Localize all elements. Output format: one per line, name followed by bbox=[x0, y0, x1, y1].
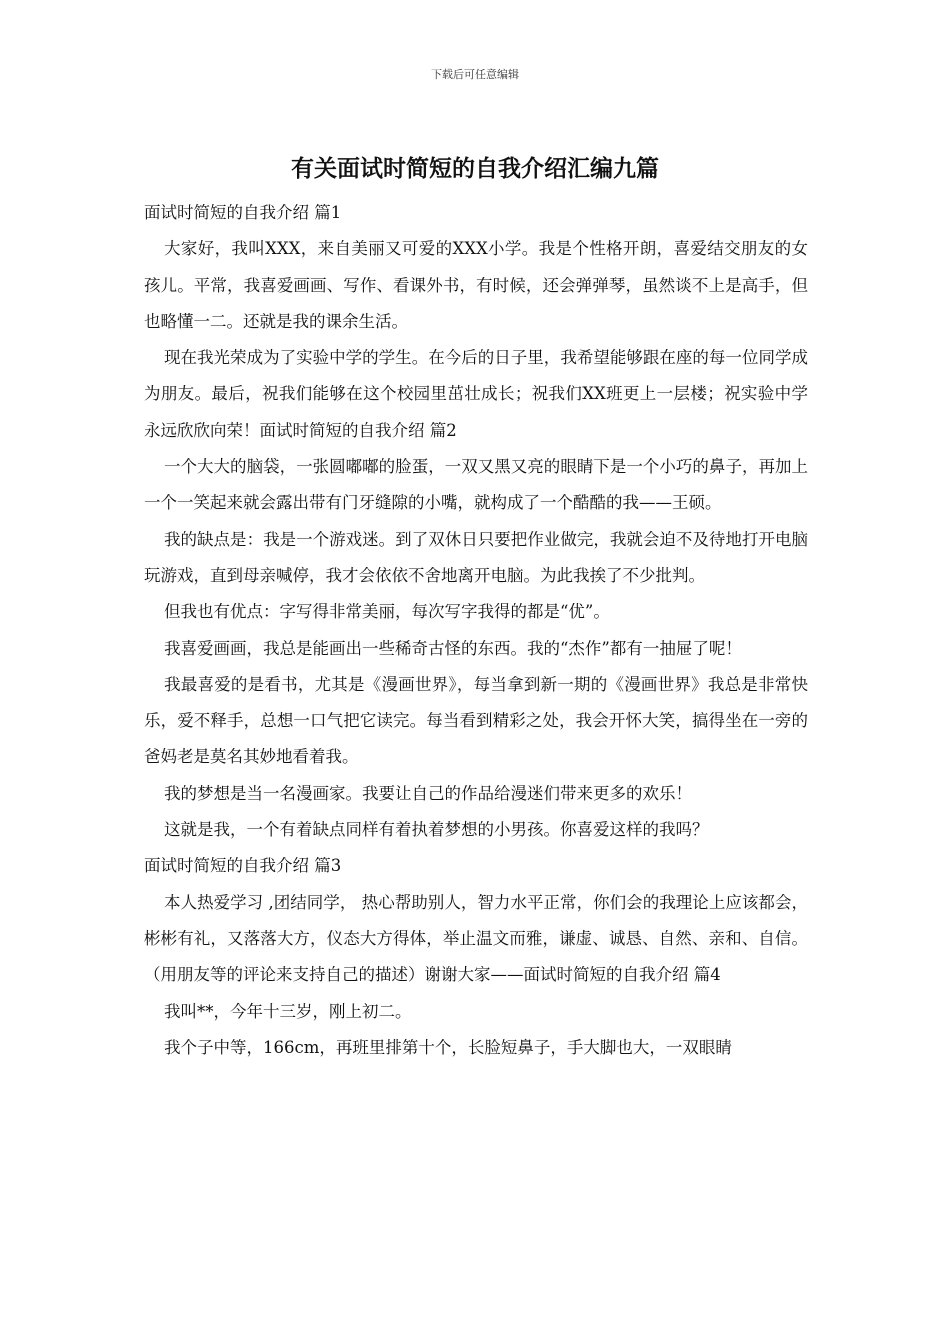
header-note: 下载后可任意编辑 bbox=[431, 68, 519, 81]
paragraph: 现在我光荣成为了实验中学的学生。在今后的日子里，我希望能够跟在座的每一位同学成为朋友。最后，祝我们能够在这个校园里茁壮成长；祝我们XX班更上一层楼；祝实验中学永远欣欣向荣！面试时简短的自我介绍 篇2 bbox=[144, 348, 808, 440]
paragraph: 我最喜爱的是看书，尤其是《漫画世界》，每当拿到新一期的《漫画世界》我总是非常快乐，爱不释手，总想一口气把它读完。每当看到精彩之处，我会开怀大笑，搞得坐在一旁的爸妈老是莫名其妙地看着我。 bbox=[144, 674, 808, 767]
paragraph: 我个子中等，166cm，再班里排第十个，长脸短鼻子，手大脚也大，一双眼睛 bbox=[164, 1037, 732, 1057]
section-heading-3: 面试时简短的自我介绍 篇3 bbox=[144, 856, 342, 876]
paragraph: 我喜爱画画，我总是能画出一些稀奇古怪的东西。我的“杰作”都有一抽屉了呢！ bbox=[164, 638, 742, 658]
paragraph: 本人热爱学习 ,团结同学， 热心帮助别人，智力水平正常，你们会的我理论上应该都会，彬彬有礼，又落落大方，仪态大方得体，举止温文而雅，谦虚、诚恳、自然、亲和、自信。（用朋友等的评论来支持自己的描述）谢谢大家——面试时简短的自我介绍 篇4 bbox=[144, 892, 808, 985]
document-body bbox=[144, 195, 808, 1066]
paragraph: 这就是我，一个有着缺点同样有着执着梦想的小男孩。你喜爱这样的我吗？ bbox=[164, 820, 709, 840]
paragraph: 我的缺点是：我是一个游戏迷。到了双休日只要把作业做完，我就会迫不及待地打开电脑玩游戏，直到母亲喊停，我才会依依不舍地离开电脑。为此我挨了不少批判。 bbox=[144, 529, 808, 585]
paragraph: 大家好，我叫XXX，来自美丽又可爱的XXX小学。我是个性格开朗，喜爱结交朋友的女孩儿。平常，我喜爱画画、写作、看课外书，有时候，还会弹弹琴，虽然谈不上是高手，但也略懂一二。还就是我的课余生活。 bbox=[144, 239, 808, 331]
paragraph: 一个大大的脑袋，一张圆嘟嘟的脸蛋，一双又黑又亮的眼睛下是一个小巧的鼻子，再加上一个一笑起来就会露出带有门牙缝隙的小嘴，就构成了一个酷酷的我——王硕。 bbox=[144, 457, 808, 513]
paragraph: 但我也有优点：字写得非常美丽，每次写字我得的都是“优”。 bbox=[164, 602, 610, 622]
section-heading-1: 面试时简短的自我介绍 篇1 bbox=[144, 203, 342, 222]
paragraph: 我叫**，今年十三岁，刚上初二。 bbox=[164, 1001, 412, 1021]
paragraph: 我的梦想是当一名漫画家。我要让自己的作品给漫迷们带来更多的欢乐！ bbox=[164, 783, 692, 803]
document-title: 有关面试时简短的自我介绍汇编九篇 bbox=[291, 156, 659, 182]
